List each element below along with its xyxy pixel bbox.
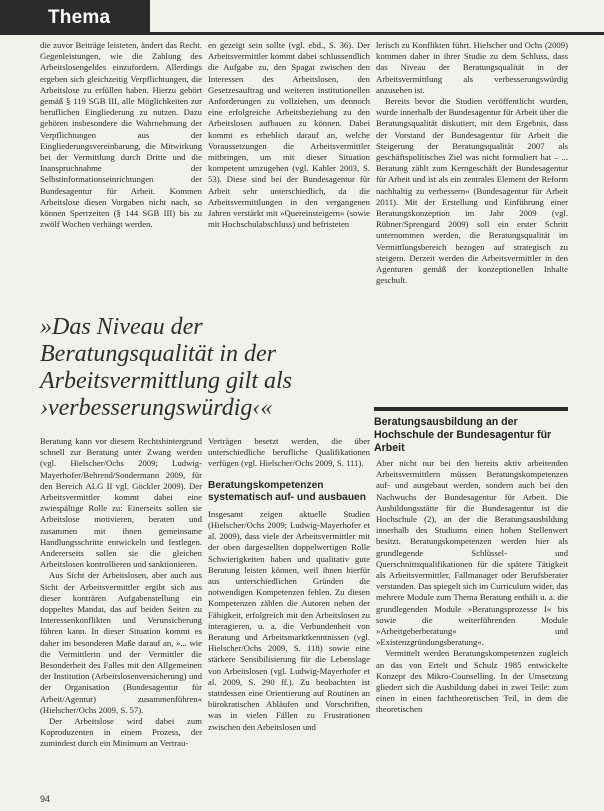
- paragraph: die zuvor Beiträge leisteten, ändert das Recht. Gegenleistungen, wie die Zahlung des Arbeitslosengeldes einzufordern. Allerdings ergeben sich gleichzeitig Verpflichtungen, die Arbeitslose zu erfüllen haben. Hierzu gehört gemäß § 119 SGB III, alle Möglichkeiten zur beruflichen Eingliederung zu nutzen. Dazu gehören insbesondere die Wahrnehmung der Verpflichtungen aus der Eingliederungsvereinbarung, die Mitwirkung bei der Vermittlung durch Dritte und die Inanspruchnahme der Selbstinformationseinrichtungen der Bundesagentur für Arbeit. Kommen Arbeitslose diesen Vorgaben nicht nach, so können Sperrzeiten (§ 144 SGB III) bis zu zwölf Wochen verhängt werden.: [40, 40, 202, 230]
- column-3-top-text: [376, 40, 568, 400]
- paragraph: en gezeigt sein sollte (vgl. ebd., S. 36). Der Arbeitsvermittler kommt dabei schlussendlich die Aufgabe zu, den Spagat zwischen den Interessen des Arbeitslosen, den Gesetzesauftrag und weiteren institutionellen Anforderungen zu vollziehen, um dennoch eine erfolgreiche Arbeitsbeziehung zu den Arbeitslosen aufbauen zu können. Dabei kommt es erheblich darauf an, welche Voraussetzungen die Arbeitsvermittler mitbringen, um mit dieser Situation kompetent umzugehen (vgl. Kahler 2003, S. 53). Diese sind bei der Bundesagentur für Arbeit sehr unterschiedlich, da die Arbeitsvermittlungen in den vergangenen Jahren verstärkt mit »Quereinsteigern« (sowie mit Hochschulabschluss) und befristeten: [208, 40, 370, 230]
- column-2-subheading-text: [208, 509, 370, 733]
- paragraph: Aus Sicht der Arbeitslosen, aber auch aus Sicht der Arbeitsvermittler ergibt sich aus dieser konträren Aufgabenstellung ein doppeltes Mandat, das auf beiden Seiten zu Interessenkonflikten und Verunsicherung führen kann. In dieser Situation kommt es daher im besonderen Maße darauf an, »... wie die Vermittlerin und der Vermittler die Besonderheit des Falles mit den Allgemeinen der Institution (Arbeitslosenversicherung) und der Organisation (Bundesagentur für Arbeit/Agentur) zusammenführen« (Hielscher/Ochs 2009, S. 57).: [40, 570, 202, 715]
- section-label: Thema: [48, 7, 111, 28]
- column-1-top-text: [40, 40, 202, 302]
- pull-quote: »Das Niveau der Beratungsqualität in der Arbeitsvermittlung gilt als ›verbesserungswürdig‹«: [40, 314, 292, 421]
- paragraph: Verträgen besetzt werden, die über unterschiedliche berufliche Qualifikationen verfügen (vgl. Hielscher/Ochs 2009, S. 111).: [208, 436, 370, 469]
- paragraph: Bereits bevor die Studien veröffentlicht wurden, wurde innerhalb der Bundesagentur für Arbeit über die Beratungsqualität diskutiert, mit dem Ergebnis, dass der Vorstand der Bundesagentur für Arbeit die Steigerung der Beratungsqualität 2007 als geschäftspolitisches Ziel was nicht formuliert hat – ... Beratung zählt zum Kerngeschäft der Bundesagentur für Arbeit und ist als ein zentrales Element der Reform nachhaltig zu verbessern« (Bundesagentur für Arbeit 2011). Mit der Erstellung und Einführung einer Beratungskonzeption im Jahr 2009 (vgl. Rübner/Sprengard 2009) soll ein erster Schritt unternommen werden, die Beratungsqualität im Vermittlungsbereich bezogen auf strategisch zu steigern. Derzeit werden die Arbeitsvermittler in den Agenturen gemäß der konzeptionellen Inhalte geschult.: [376, 96, 568, 286]
- column-2-top-text: [208, 40, 370, 302]
- paragraph: Vermittelt werden Beratungskompetenzen zugleich an das von Ertelt und Schulz 1985 entwickelte Konzept des Mikro-Counselling. In der Umsetzung gliedert sich die Ausbildung dabei in zwei Teile: zum einen in einen fachtheoretischen Teil, in dem die theoretischen: [376, 648, 568, 715]
- page-number: 94: [40, 794, 51, 804]
- paragraph: Aber nicht nur bei den bereits aktiv arbeitenden Arbeitsvermittlern müssen Beratungskompetenzen auf- und ausgebaut werden, sondern auch bei den Nachwuchs der Bundesagentur für Arbeit. Die Ausbildungsstätte für die Bundesagentur ist die Hochschule (2), an der die Beratungsausbildung innerhalb des Studiums einen hohen Stellenwert besitzt. Beratungskompetenzen werden hier als grundlegende Schlüssel- und Querschnittsqualifikationen für die spätere Tätigkeit als Arbeitsvermittler, Fallmanager oder Berufsberater verstanden. Das spiegelt sich im Curriculum wider, das mehrere Module zum Thema Beratung enthält u. a. die grundlegenden Module »Beratungsprozesse I« bis sowie die weiterführenden Module »Arbeitgeberberatung« und »Existenzgründungsberatung«.: [376, 458, 568, 648]
- column-2-bottom-text: [208, 436, 370, 470]
- paragraph: lerisch zu Konflikten führt. Hielscher und Ochs (2009) kommen daher in ihrer Studie zu dem Schluss, dass das Niveau der Beratungsqualität in der Arbeitsvermittlung als verbesserungswürdig anzusehen ist.: [376, 40, 568, 95]
- sidebar-text: [376, 458, 568, 798]
- sidebar-title: Beratungsausbildung an der Hochschule der Bundesagentur für Arbeit: [374, 416, 552, 454]
- header-rule: [0, 32, 604, 35]
- paragraph: Beratung kann vor diesem Rechtshintergrund schnell zur Beratung unter Zwang werden (vgl. Hielscher/Ochs 2009; Ludwig-Mayerhofer/Behrend/Sondermann 2009, für den Bereich ALG II vgl. Göckler 2009). Der Arbeitsvermittler kommt dabei eine zwiespältige Rolle zu: Einerseits sollen sie Arbeitslose motivieren, beraten und zusammen mit ihnen gemeinsame Handlungsschritte entwickeln und festlegen. Andererseits sollen sie die gleichen Arbeitslosen kontrollieren und sanktionieren.: [40, 436, 202, 570]
- paragraph: Der Arbeitslose wird dabei zum Koproduzenten in einem Prozess, der zumindest durch ein Minimum an Vertrau-: [40, 716, 202, 749]
- column-1-bottom-text: [40, 436, 202, 788]
- page-header: [0, 0, 604, 34]
- column-2-bottom: [208, 436, 370, 788]
- paragraph: Insgesamt zeigen aktuelle Studien (Hielscher/Ochs 2009; Ludwig-Mayerhofer et al. 2009), dass viele der Arbeitsvermittler mit der oben dargestellten doppelwertigen Rolle Schwierigkeiten haben und qualitativ gute Beratung leisten können, weil ihnen hierfür aus unterschiedlichen Gründen die notwendigen Kompetenzen fehlen. Zu diesen Kompetenzen zählen die Autoren neben der Fähigkeit, erfolgreich mit den Arbeitslosen zu interagieren, u. a. die Verbundenheit von Beratung und Arbeitsmarktkenntnissen (vgl. Hielscher/Ochs 2009, S. 118) sowie eine stärkere Sensibilisierung für die Lebenslage von Arbeitslosen (vgl. Ludwig-Mayerhofer et al. 2009, S. 290 ff.). Zu beobachten ist stattdessen eine Orientierung auf Routinen an bürokratischen Abläufen und Vorschriften, was in vielen Fällen zu Frustrationen zwischen den Arbeitslosen und: [208, 508, 370, 732]
- sidebar-rule: [374, 407, 568, 411]
- column-2-subheading: Beratungskompetenzen systematisch auf- und ausbauen: [208, 479, 366, 504]
